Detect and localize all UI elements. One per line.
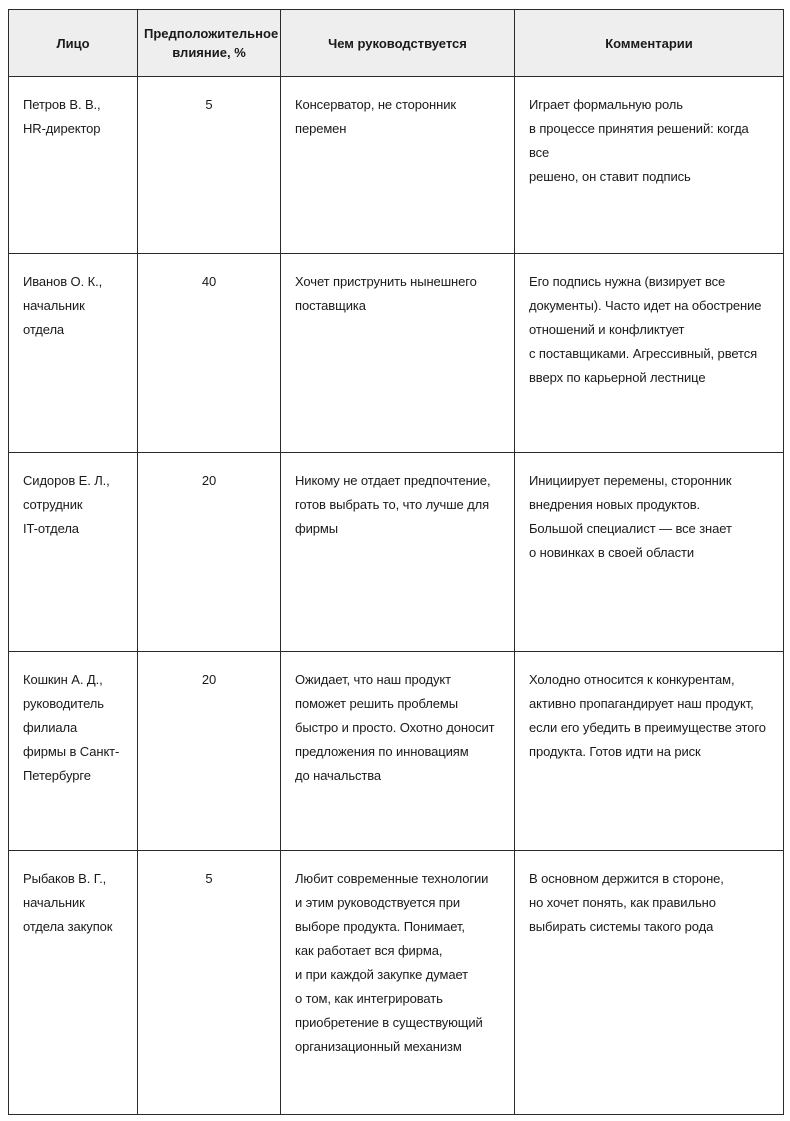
cell-comments: Играет формальную роль в процессе принятия решений: когда все решено, он ставит подпись [515,77,784,254]
table-row [9,77,784,254]
cell-influence: 20 [138,453,281,652]
cell-person: Иванов О. К., начальник отдела [9,254,138,453]
header-person-label: Лицо [56,35,90,51]
cell-comments: В основном держится в стороне, но хочет понять, как правильно выбирать системы такого рода [515,851,784,1115]
table-row [9,851,784,1115]
stakeholder-table [8,9,784,1115]
cell-person: Рыбаков В. Г., начальник отдела закупок [9,851,138,1115]
table-row [9,453,784,652]
cell-influence: 20 [138,652,281,851]
table-row [9,254,784,453]
header-guided-by [281,10,515,77]
header-guided-by-label: Чем руководствуется [328,35,467,51]
table-body [9,77,784,1115]
header-influence-label: Предположительное влияние, % [144,26,279,60]
cell-comments: Его подпись нужна (визирует все документы). Часто идет на обострение отношений и конфликтует с поставщиками. Агрессивный, рвется вверх по карьерной лестнице [515,254,784,453]
cell-guided-by: Любит современные технологии и этим руководствуется при выборе продукта. Понимает, как работает вся фирма, и при каждой закупке думает о том, как интегрировать приобретение в существующий организационный механизм [281,851,515,1115]
header-row [9,10,784,77]
cell-comments: Инициирует перемены, сторонник внедрения новых продуктов. Большой специалист — все знает о новинках в своей области [515,453,784,652]
cell-influence: 5 [138,77,281,254]
cell-person: Петров В. В., HR-директор [9,77,138,254]
header-influence [138,10,281,77]
header-person [9,10,138,77]
cell-guided-by: Никому не отдает предпочтение, готов выбрать то, что лучше для фирмы [281,453,515,652]
cell-person: Сидоров Е. Л., сотрудник IT-отдела [9,453,138,652]
cell-guided-by: Консерватор, не сторонник перемен [281,77,515,254]
table-row [9,652,784,851]
table-header [9,10,784,77]
cell-comments: Холодно относится к конкурентам, активно пропагандирует наш продукт, если его убедить в преимуществе этого продукта. Готов идти на риск [515,652,784,851]
cell-influence: 40 [138,254,281,453]
header-comments-label: Комментарии [605,35,693,51]
cell-guided-by: Ожидает, что наш продукт поможет решить проблемы быстро и просто. Охотно доносит предложения по инновациям до начальства [281,652,515,851]
header-comments [515,10,784,77]
cell-guided-by: Хочет приструнить нынешнего поставщика [281,254,515,453]
cell-influence: 5 [138,851,281,1115]
cell-person: Кошкин А. Д., руководитель филиала фирмы в Санкт- Петербурге [9,652,138,851]
